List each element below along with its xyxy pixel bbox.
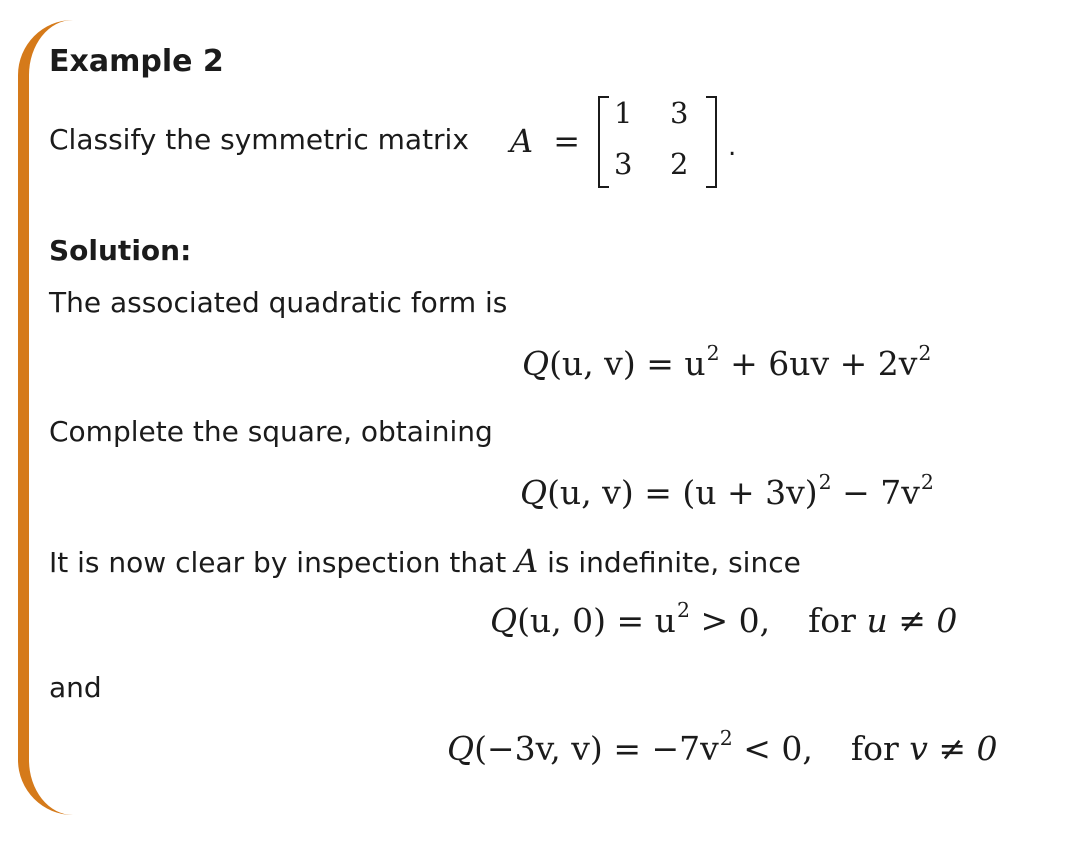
equation-4 [447, 725, 998, 768]
eq2-exp-a: 2 [818, 469, 832, 494]
eq1-exp-a: 2 [706, 340, 720, 365]
eq2-exp-b: 2 [920, 469, 934, 494]
eq1-args: (u, v) [549, 344, 636, 383]
matrix-cell: 2 [670, 147, 689, 181]
matrix-equals: = [553, 122, 581, 160]
matrix-cell: 1 [614, 96, 633, 130]
eq3-args: (u, 0) [517, 601, 607, 640]
matrix-symbol: A [510, 122, 534, 160]
inspection-text-b: is indefinite, since [547, 546, 801, 579]
eq1-rhs-b: + 6uv + 2v [719, 344, 918, 383]
matrix-right-bracket [706, 96, 717, 188]
eq3-exp: 2 [676, 597, 690, 622]
eq1-function: Q [522, 344, 550, 383]
eq2-args: (u, v) [547, 473, 634, 512]
matrix-expression [510, 92, 737, 190]
eq4-condition-math: v ≠ 0 [909, 729, 998, 768]
and-text: and [49, 671, 102, 704]
equation-2 [520, 469, 934, 512]
eq3-function: Q [490, 601, 518, 640]
eq2-rhs-b: − 7v [831, 473, 920, 512]
eq1-rhs-a: = u [646, 344, 706, 383]
inspection-text-a: It is now clear by inspection that [49, 546, 507, 579]
eq2-rhs-a: = (u + 3v) [644, 473, 818, 512]
eq3-rhs-a: = u [616, 601, 676, 640]
sentence-period: . [728, 132, 737, 162]
eq4-exp: 2 [719, 725, 733, 750]
intro-text-label: Classify the symmetric matrix [49, 123, 469, 156]
matrix-left-bracket [598, 96, 609, 188]
inspection-text [49, 542, 801, 580]
equation-1 [522, 340, 932, 383]
eq2-function: Q [520, 473, 548, 512]
complete-text: Complete the square, obtaining [49, 415, 493, 448]
eq4-condition-word: for [850, 729, 899, 768]
eq3-rhs-b: > 0, [689, 601, 771, 640]
inspection-matrix-symbol: A [515, 542, 539, 580]
matrix-cell: 3 [670, 96, 689, 130]
eq4-rhs-a: = −7v [613, 729, 719, 768]
eq3-condition-word: for [808, 601, 856, 640]
example-title: Example 2 [49, 44, 224, 79]
solution-label: Solution: [49, 234, 192, 267]
matrix-lhs [510, 122, 580, 160]
eq1-exp-b: 2 [918, 340, 932, 365]
equation-3 [490, 597, 958, 640]
matrix-cell: 3 [614, 147, 633, 181]
eq4-function: Q [447, 729, 475, 768]
intro-text [49, 123, 469, 156]
eq4-args: (−3v, v) [474, 729, 603, 768]
eq4-rhs-b: < 0, [732, 729, 813, 768]
form-text: The associated quadratic form is [49, 286, 508, 319]
eq3-condition-math: u ≠ 0 [866, 601, 958, 640]
